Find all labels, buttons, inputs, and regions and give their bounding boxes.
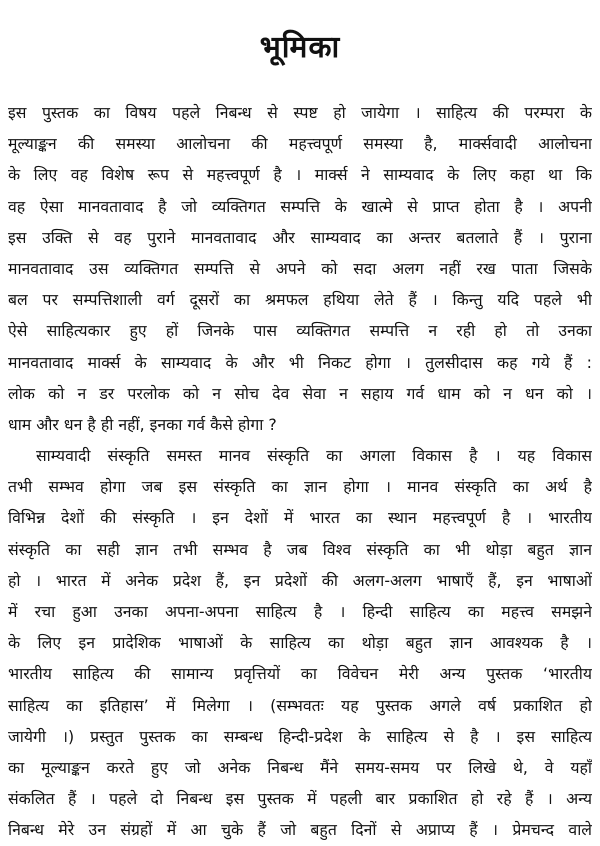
text-line: बल पर सम्पत्तिशाली वर्ग दूसरों का श्रमफल हथिया लेते हैं । किन्तु यदि पहले भी xyxy=(8,290,592,310)
text-line: मानवतावाद उस व्यक्तिगत सम्पत्ति से अपने को सदा अलग नहीं रख पाता जिसके xyxy=(8,258,592,278)
page-body xyxy=(8,97,592,846)
text-line: मूल्याङ्कन की समस्या आलोचना की महत्त्वपूर्ण समस्या है, मार्क्सवादी आलोचना xyxy=(8,134,592,154)
text-line: संकलित हैं । पहले दो निबन्ध इस पुस्तक में पहली बार प्रकाशित हो रहे हैं । अन्य xyxy=(8,789,592,809)
text-line: धाम और धन है ही नहीं, इनका गर्व कैसे होगा ? xyxy=(8,414,277,434)
text-line: विभिन्न देशों की संस्कृति । इन देशों में भारत का स्थान महत्त्वपूर्ण है । भारतीय xyxy=(8,508,592,528)
text-line: संस्कृति का सही ज्ञान तभी सम्भव है जब विश्व संस्कृति का भी थोड़ा बहुत ज्ञान xyxy=(8,539,592,559)
page-title: भूमिका xyxy=(259,30,341,66)
paragraph-2 xyxy=(8,440,592,845)
text-line: का मूल्याङ्कन करते हुए जो अनेक निबन्ध मैंने समय-समय पर लिखे थे, वे यहाँ xyxy=(8,757,592,777)
text-line: साम्यवादी संस्कृति समस्त मानव संस्कृति का अगला विकास है । यह विकास xyxy=(36,446,592,466)
paragraph-1 xyxy=(8,97,592,440)
text-line: भारतीय साहित्य की सामान्य प्रवृत्तियों का विवेचन मेरी अन्य पुस्तक ‘भारतीय xyxy=(8,664,592,684)
text-line: के लिए वह विशेष रूप से महत्त्वपूर्ण है । मार्क्स ने साम्यवाद के लिए कहा था कि xyxy=(8,165,592,185)
text-line: के लिए इन प्रादेशिक भाषाओं के साहित्य का थोड़ा बहुत ज्ञान आवश्यक है । xyxy=(8,633,592,653)
text-line: ऐसे साहित्यकार हुए हों जिनके पास व्यक्तिगत सम्पत्ति न रही हो तो उनका xyxy=(8,321,592,341)
text-line: तभी सम्भव होगा जब इस संस्कृति का ज्ञान होगा । मानव संस्कृति का अर्थ है xyxy=(8,477,592,497)
text-line: इस उक्ति से वह पुराने मानवतावाद और साम्यवाद का अन्तर बतलाते हैं । पुराना xyxy=(8,227,592,247)
text-line: जायेगी ।) प्रस्तुत पुस्तक का सम्बन्ध हिन्दी-प्रदेश के साहित्य से है । इस साहित्य xyxy=(8,726,592,746)
text-line: हो । भारत में अनेक प्रदेश हैं, इन प्रदेशों की अलग-अलग भाषाएँ हैं, इन भाषाओं xyxy=(8,570,592,590)
text-line: निबन्ध मेरे उन संग्रहों में आ चुके हैं जो बहुत दिनों से अप्राप्य हैं । प्रेमचन्द वाले xyxy=(8,820,592,840)
text-line: लोक को न डर परलोक को न सोच देव सेवा न सहाय गर्व धाम को न धन को । xyxy=(8,383,592,403)
text-line: साहित्य का इतिहास’ में मिलेगा । (सम्भवतः यह पुस्तक अगले वर्ष प्रकाशित हो xyxy=(8,695,592,715)
text-line: मानवतावाद मार्क्स के साम्यवाद के और भी निकट होगा । तुलसीदास कह गये हैं : xyxy=(8,352,592,372)
text-line: में रचा हुआ उनका अपना-अपना साहित्य है । हिन्दी साहित्य का महत्त्व समझने xyxy=(8,602,592,621)
text-line: वह ऐसा मानवतावाद है जो व्यक्तिगत सम्पत्ति के खात्मे से प्राप्त होता है । अपनी xyxy=(8,196,592,216)
text-line: इस पुस्तक का विषय पहले निबन्ध से स्पष्ट हो जायेगा । साहित्य की परम्परा के xyxy=(8,103,592,122)
